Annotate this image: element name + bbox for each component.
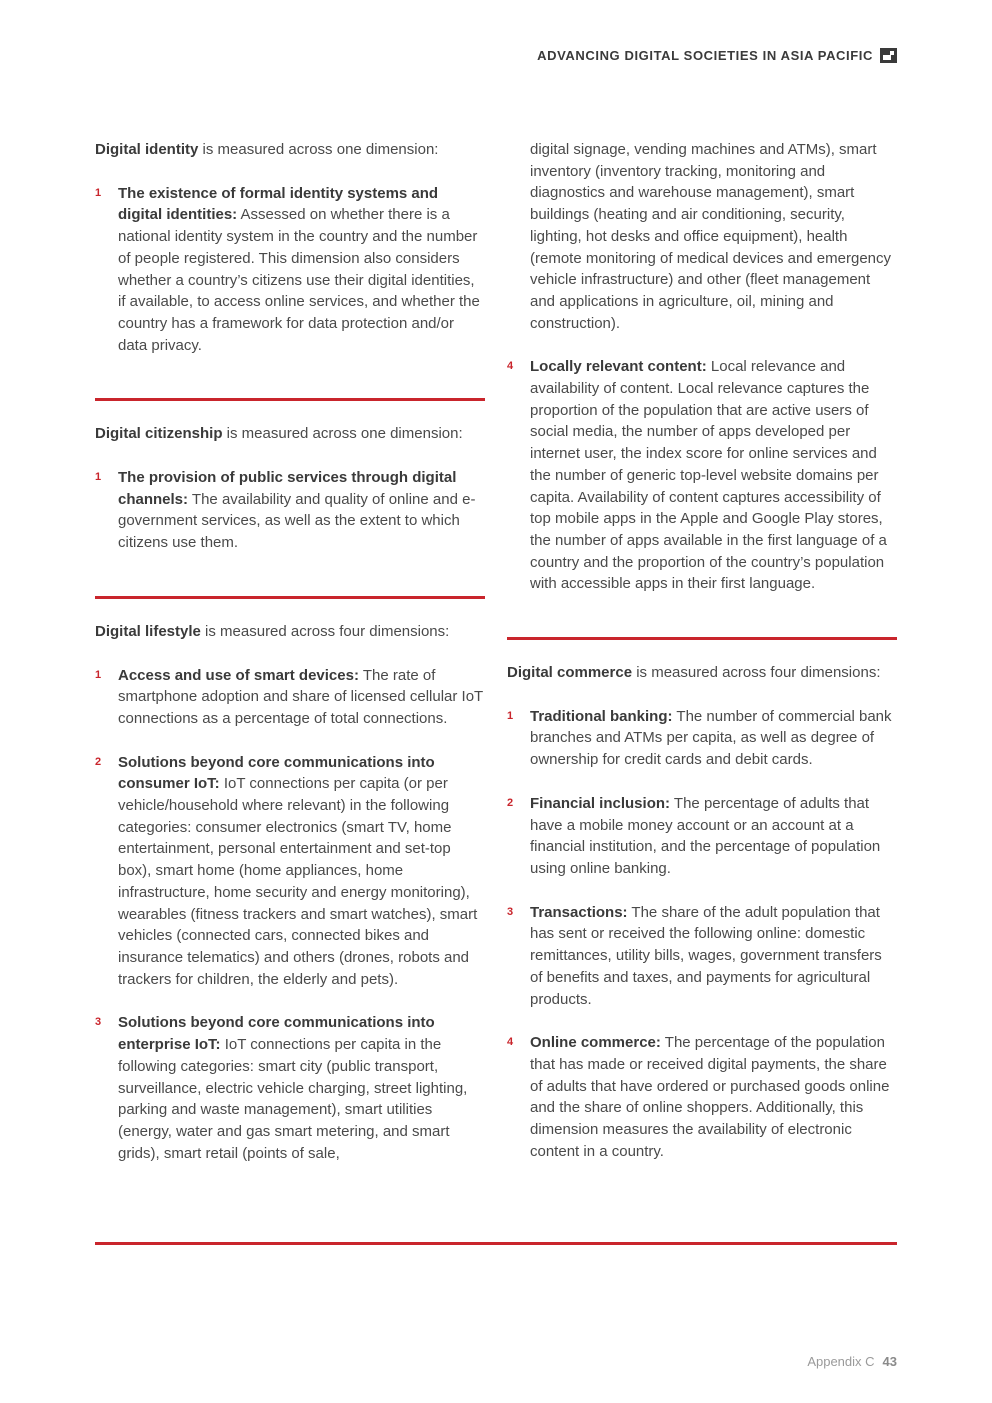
lifestyle-intro-text: is measured across four dimensions: xyxy=(200,622,450,640)
list-item xyxy=(95,1012,485,1164)
section-divider xyxy=(507,637,897,640)
citizenship-term: Digital citizenship xyxy=(95,425,223,443)
item-number: 3 xyxy=(507,905,514,918)
list-item xyxy=(507,356,897,595)
citizenship-intro xyxy=(95,423,485,445)
identity-term: Digital identity xyxy=(95,141,199,158)
item-title: Financial inclusion: xyxy=(530,794,671,812)
item-body: The rate of smartphone adoption and share of licensed cellular IoT connections as a percentage of total connections. xyxy=(118,666,483,727)
list-item xyxy=(507,1032,897,1162)
list-item xyxy=(95,665,485,730)
item-text xyxy=(530,706,897,771)
footer-section: Appendix C xyxy=(807,1354,875,1369)
lifestyle-term: Digital lifestyle xyxy=(95,622,201,640)
identity-intro xyxy=(95,139,485,161)
item-text xyxy=(530,793,897,880)
list-item xyxy=(95,183,485,357)
item-number: 1 xyxy=(95,471,102,484)
lifestyle-intro xyxy=(95,621,485,643)
item-title: The existence of formal identity systems and digital identities: xyxy=(118,184,439,224)
header-title: ADVANCING DIGITAL SOCIETIES IN ASIA PACIFIC xyxy=(537,48,873,63)
running-header xyxy=(537,48,897,63)
item-text xyxy=(530,1032,897,1162)
item-title: Traditional banking: xyxy=(530,707,673,725)
list-item xyxy=(507,706,897,771)
bottom-divider xyxy=(95,1242,897,1245)
item-number: 1 xyxy=(95,668,102,681)
item-body: Local relevance and availability of content. Local relevance captures the proportion of the population that are active users of social media, the number of apps developed per internet user, the index score for online services and the number of generic top-level website domains per capita. Availability of content captures accessibility of top mobile apps in the Apple and Google Play stores, the number of apps available in the first language of a country and the proportion of the country’s population with accessible apps in their first language. xyxy=(530,358,887,593)
item-number: 2 xyxy=(507,796,514,809)
item-number: 1 xyxy=(507,709,514,722)
list-item xyxy=(95,752,485,991)
item-body: Assessed on whether there is a national identity system in the country and the number of people registered. This dimension also considers whether a country’s citizens use their digital identities, if available, to access online services, and whether the country has a framework for data protection and/or data privacy. xyxy=(118,206,480,354)
item-number: 2 xyxy=(95,755,102,768)
item-number: 1 xyxy=(95,186,102,199)
item-text xyxy=(118,467,485,554)
list-item xyxy=(95,467,485,554)
item-text xyxy=(118,752,485,991)
citizenship-intro-text: is measured across one dimension: xyxy=(222,425,463,443)
item-title: Transactions: xyxy=(530,903,628,921)
item-body: The number of commercial bank branches and ATMs per capita, as well as degree of ownership for credit cards and debit cards. xyxy=(530,707,892,769)
item-body: IoT connections per capita (or per vehicle/household where relevant) in the following categories: consumer electronics (smart TV, home entertainment, personal entertainment and set-top box), smart home (home appliances, home infrastructure, home security and energy monitoring), wearables (fitness trackers and smart watches), smart vehicles (connected cars, connected bikes and insurance telematics) and others (drones, robots and trackers for children, the elderly and pets). xyxy=(118,775,478,988)
list-item xyxy=(507,793,897,880)
item-text xyxy=(530,902,897,1011)
section-divider xyxy=(95,398,485,401)
item-text xyxy=(118,665,485,730)
item-title: Online commerce: xyxy=(530,1034,661,1052)
report-icon xyxy=(880,48,897,63)
item-title: The provision of public services through digital channels: xyxy=(118,469,457,508)
item-body: The percentage of the population that has made or received digital payments, the share of adults that have ordered or purchased goods online and the share of online shoppers. Additionally, this dimension measures the availability of electronic content in a country. xyxy=(530,1034,890,1160)
continued-text: digital signage, vending machines and ATMs), smart inventory (inventory tracking, monitoring and diagnostics and warehouse management), smart buildings (heating and air conditioning, security, lighting, hot desks and office equipment), health (remote monitoring of medical devices and emergency vehicle infrastructure) and other (fleet management and applications in agriculture, oil, mining and construction). xyxy=(530,141,892,332)
item-title: Solutions beyond core communications into enterprise IoT: xyxy=(118,1014,435,1054)
list-item xyxy=(507,902,897,1011)
right-column xyxy=(507,139,897,1184)
item-body: The share of the adult population that has sent or received the following online: domestic remittances, utility bills, wages, government transfers of benefits and taxes, and payments for agricultural products. xyxy=(530,903,882,1008)
item-number: 3 xyxy=(95,1016,102,1029)
item-text xyxy=(118,183,485,357)
section-divider xyxy=(95,596,485,599)
left-column xyxy=(95,139,485,1186)
identity-intro-text: is measured across one dimension: xyxy=(198,141,439,158)
page-footer xyxy=(807,1354,897,1369)
item-text xyxy=(118,1012,485,1164)
item-number: 4 xyxy=(507,360,514,373)
item-title: Locally relevant content: xyxy=(530,358,707,376)
item-title: Solutions beyond core communications into consumer IoT: xyxy=(118,753,435,793)
item-body: The percentage of adults that have a mobile money account or an account at a financial institution, and the percentage of population using online banking. xyxy=(530,794,881,877)
item-number: 4 xyxy=(507,1036,514,1049)
item-title: Access and use of smart devices: xyxy=(118,666,359,684)
item-text xyxy=(530,356,897,595)
commerce-intro xyxy=(507,662,897,684)
commerce-term: Digital commerce xyxy=(507,664,633,682)
commerce-intro-text: is measured across four dimensions: xyxy=(632,664,881,682)
item-body: IoT connections per capita in the following categories: smart city (public transport, surveillance, electric vehicle charging, street lighting, parking and waste management), smart utilities (energy, water and gas smart metering, and smart grids), smart retail (points of sale, xyxy=(118,1036,468,1162)
item-body: The availability and quality of online and e-government services, as well as the extent to which citizens use them. xyxy=(118,490,476,552)
page-number: 43 xyxy=(882,1354,897,1369)
